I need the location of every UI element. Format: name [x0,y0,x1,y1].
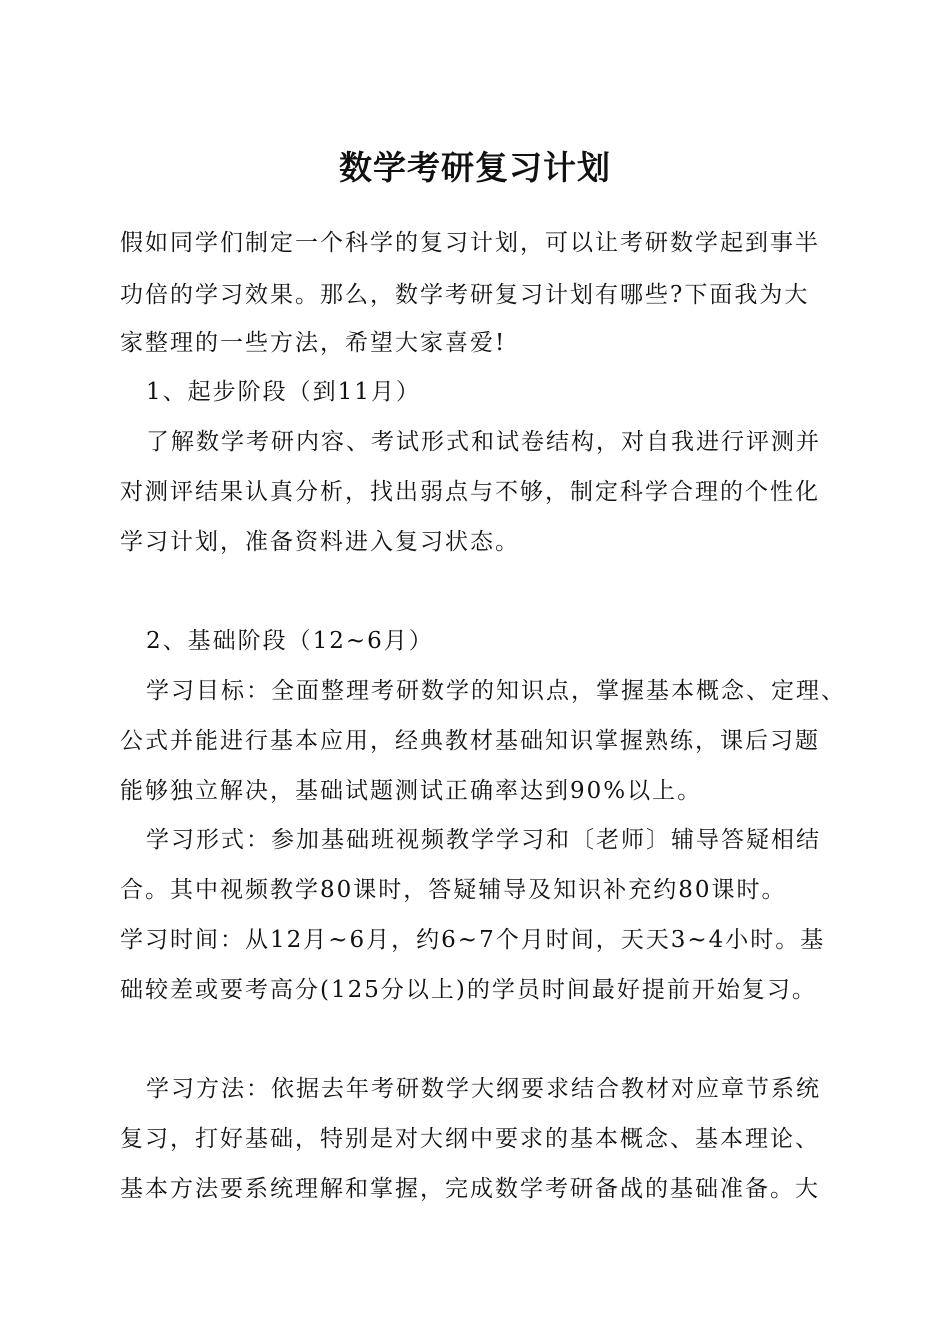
body-line: 学习计划，准备资料进入复习状态。 [120,529,520,555]
body-line: 家整理的一些方法，希望大家喜爱! [120,330,507,356]
body-line: 学习时间：从12月~6月，约6~7个月时间，天天3~4小时。基 [120,927,826,953]
body-line: 假如同学们制定一个科学的复习计划，可以让考研数学起到事半 [120,230,820,256]
body-line: 学习目标：全面整理考研数学的知识点，掌握基本概念、定理、 [146,678,846,704]
section-heading: 1、起步阶段（到11月） [146,379,421,405]
section-heading: 2、基础阶段（12~6月） [146,628,434,654]
body-line: 学习方法：依据去年考研数学大纲要求结合教材对应章节系统 [146,1076,821,1102]
body-line: 础较差或要考高分(125分以上)的学员时间最好提前开始复习。 [120,977,817,1003]
document-title: 数学考研复习计划 [339,148,611,187]
body-line: 了解数学考研内容、考试形式和试卷结构，对自我进行评测并 [146,429,821,455]
body-line: 复习，打好基础，特别是对大纲中要求的基本概念、基本理论、 [120,1126,820,1152]
body-line: 公式并能进行基本应用，经典教材基础知识掌握熟练，课后习题 [120,728,820,754]
body-line: 能够独立解决，基础试题测试正确率达到90%以上。 [120,778,703,804]
body-line: 基本方法要系统理解和掌握，完成数学考研备战的基础准备。大 [120,1176,820,1202]
body-line: 学习形式：参加基础班视频教学学习和〔老师〕辅导答疑相结 [146,827,821,853]
body-line: 对测评结果认真分析，找出弱点与不够，制定科学合理的个性化 [120,479,820,505]
body-line: 功倍的学习效果。那么，数学考研复习计划有哪些?下面我为大 [120,282,810,308]
body-line: 合。其中视频教学80课时，答疑辅导及知识补充约80课时。 [120,877,787,903]
